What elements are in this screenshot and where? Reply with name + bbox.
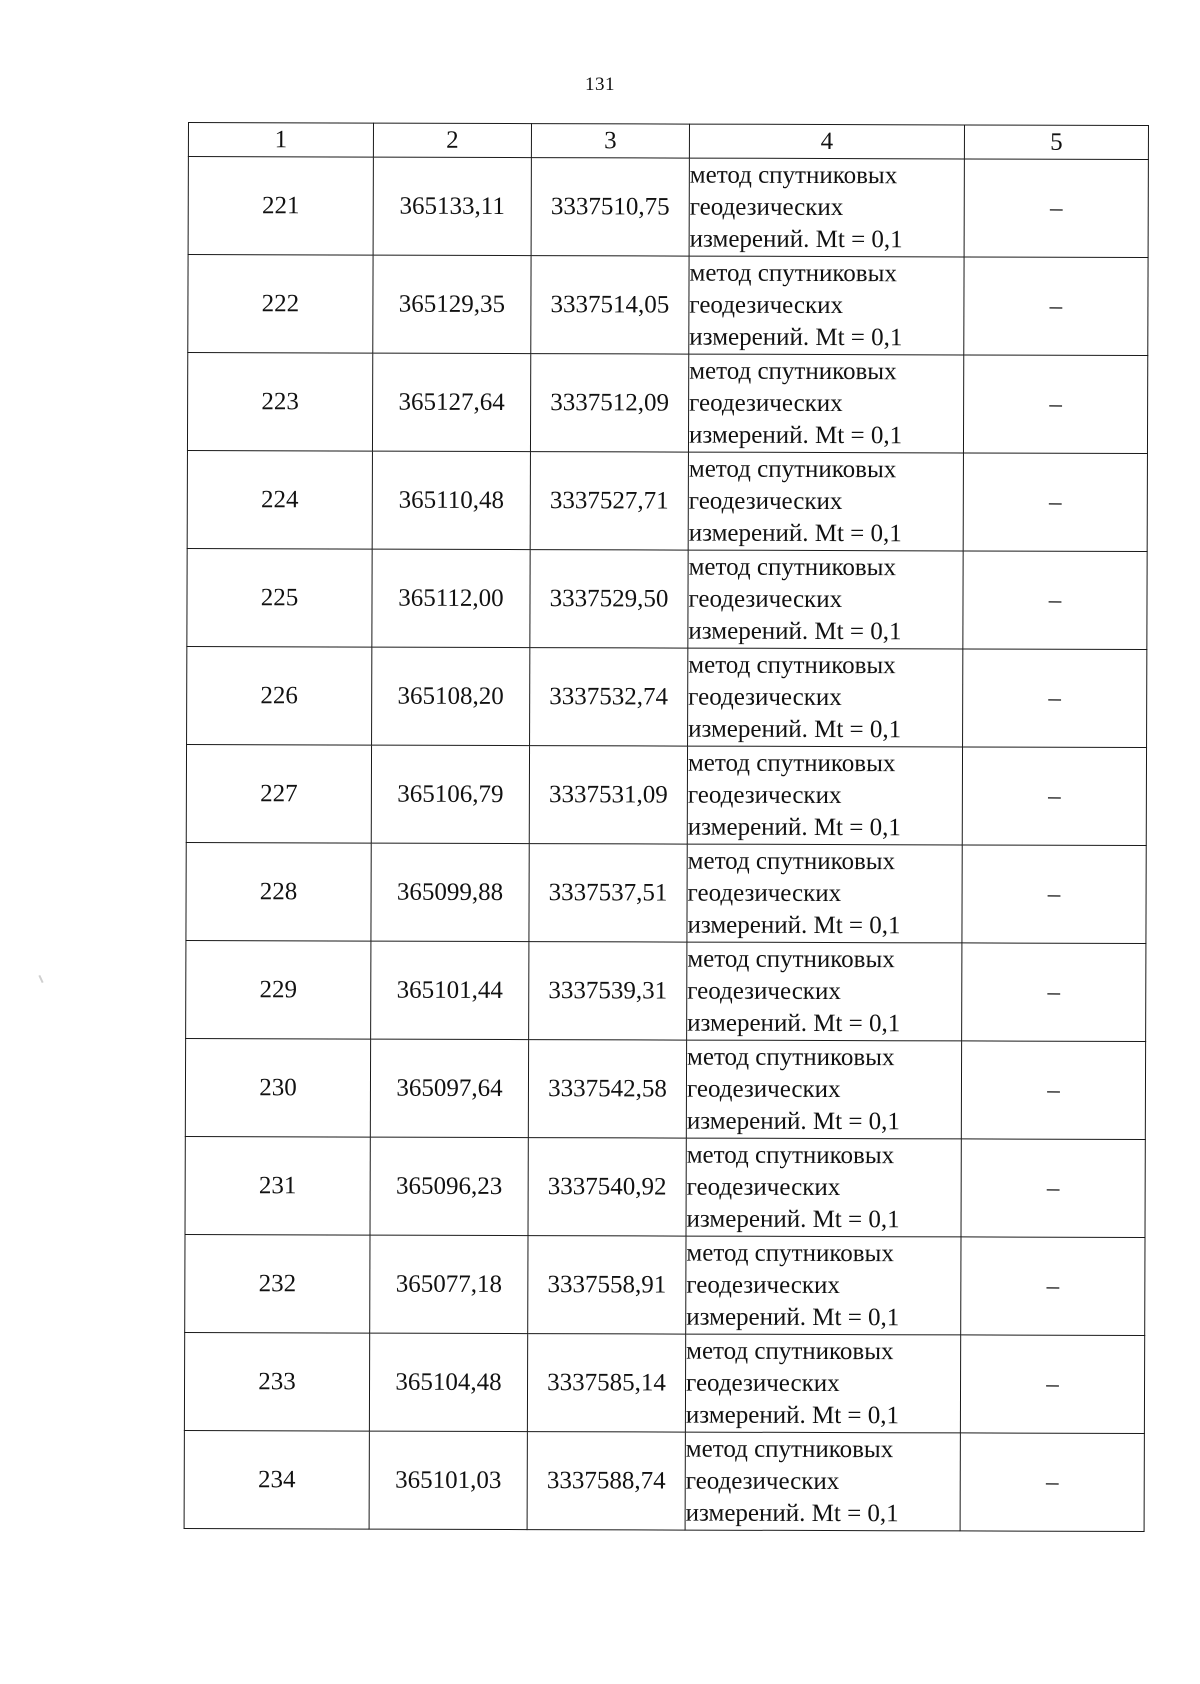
table-row: [187, 353, 1147, 454]
extra-info-cell: –: [961, 1237, 1145, 1336]
table-body: [184, 157, 1148, 1532]
point-number-cell: 223: [187, 353, 372, 452]
coordinate-x-cell: 365097,64: [370, 1039, 528, 1137]
extra-info-cell: –: [962, 943, 1146, 1042]
coordinate-y-cell: 3337514,05: [531, 256, 689, 354]
method-line: измерений. Mt = 0,1: [688, 421, 903, 449]
method-line: измерений. Mt = 0,1: [688, 617, 902, 645]
coordinate-y-cell: 3337529,50: [530, 550, 688, 648]
method-line: измерений. Mt = 0,1: [685, 1499, 899, 1527]
table-row: [186, 842, 1146, 943]
method-line: метод спутниковых: [686, 1239, 894, 1267]
extra-info-cell: –: [962, 747, 1146, 846]
header-col-2: 2: [373, 123, 531, 157]
method-line: метод спутниковых: [686, 1141, 895, 1169]
point-number-cell: 228: [186, 842, 371, 941]
method-line: метод спутниковых: [689, 259, 897, 287]
coordinate-x-cell: 365108,20: [372, 647, 530, 745]
coordinates-table: [184, 122, 1149, 1532]
coordinate-x-cell: 365096,23: [370, 1137, 528, 1235]
table-row: [184, 1332, 1144, 1433]
method-line: геодезических: [685, 1467, 840, 1495]
point-number-cell: 226: [187, 646, 372, 745]
method-cell: [688, 452, 963, 551]
point-number-cell: 232: [185, 1234, 370, 1333]
method-line: геодезических: [688, 487, 843, 515]
method-cell: [686, 1040, 961, 1139]
table-row: [187, 646, 1147, 747]
method-line: измерений. Mt = 0,1: [689, 323, 903, 351]
method-line: измерений. Mt = 0,1: [689, 225, 903, 253]
coordinate-y-cell: 3337527,71: [530, 452, 688, 550]
table-row: [186, 744, 1146, 845]
table-row: [187, 548, 1147, 649]
method-line: измерений. Mt = 0,1: [688, 519, 902, 547]
coordinate-y-cell: 3337542,58: [528, 1040, 686, 1138]
coordinate-x-cell: 365101,03: [369, 1431, 527, 1529]
method-line: измерений. Mt = 0,1: [686, 1107, 900, 1135]
method-line: метод спутниковых: [687, 1043, 895, 1071]
coordinate-y-cell: 3337539,31: [529, 942, 687, 1040]
coordinate-x-cell: 365104,48: [369, 1333, 527, 1431]
method-line: измерений. Mt = 0,1: [688, 715, 902, 743]
table-row: [188, 157, 1148, 258]
method-cell: [687, 942, 962, 1041]
method-line: измерений. Mt = 0,1: [685, 1401, 900, 1429]
coordinate-x-cell: 365077,18: [370, 1235, 528, 1333]
header-col-4: 4: [689, 124, 964, 159]
header-col-5: 5: [964, 125, 1148, 160]
method-cell: [685, 1432, 960, 1531]
method-line: измерений. Mt = 0,1: [686, 1205, 900, 1233]
coordinate-y-cell: 3337585,14: [527, 1334, 685, 1432]
point-number-cell: 222: [188, 255, 373, 354]
point-number-cell: 227: [186, 744, 371, 843]
header-col-1: 1: [188, 123, 373, 158]
extra-info-cell: –: [961, 1041, 1145, 1140]
table-row: [185, 1038, 1145, 1139]
method-line: метод спутниковых: [687, 847, 896, 875]
coordinate-y-cell: 3337558,91: [528, 1236, 686, 1334]
method-line: геодезических: [686, 1075, 841, 1103]
coordinate-y-cell: 3337531,09: [529, 746, 687, 844]
method-line: метод спутниковых: [687, 749, 896, 777]
coordinate-y-cell: 3337512,09: [530, 354, 688, 452]
coordinate-x-cell: 365106,79: [371, 745, 529, 843]
method-line: метод спутниковых: [685, 1435, 894, 1463]
coordinate-x-cell: 365133,11: [373, 157, 531, 255]
extra-info-cell: –: [963, 649, 1147, 748]
method-cell: [687, 746, 962, 845]
method-line: метод спутниковых: [688, 553, 897, 581]
coordinate-x-cell: 365101,44: [371, 941, 529, 1039]
method-cell: [686, 1236, 961, 1335]
coordinate-y-cell: 3337540,92: [528, 1138, 686, 1236]
point-number-cell: 231: [185, 1136, 370, 1235]
method-line: метод спутниковых: [687, 945, 895, 973]
method-line: геодезических: [686, 1271, 840, 1299]
method-line: геодезических: [687, 879, 842, 907]
point-number-cell: 221: [188, 157, 373, 256]
page-number: 131: [585, 74, 615, 95]
method-cell: [689, 256, 964, 355]
method-line: измерений. Mt = 0,1: [686, 1303, 900, 1331]
coordinate-x-cell: 365129,35: [373, 255, 531, 353]
point-number-cell: 233: [184, 1332, 369, 1431]
method-line: метод спутниковых: [688, 455, 897, 483]
method-cell: [685, 1334, 960, 1433]
method-line: геодезических: [689, 193, 844, 221]
method-line: метод спутниковых: [688, 651, 896, 679]
coordinate-x-cell: 365110,48: [372, 451, 530, 549]
coordinate-x-cell: 365112,00: [372, 549, 530, 647]
method-line: геодезических: [685, 1369, 840, 1397]
scan-speck: [38, 975, 43, 983]
extra-info-cell: –: [963, 355, 1147, 454]
method-cell: [688, 648, 963, 747]
method-cell: [688, 550, 963, 649]
point-number-cell: 224: [187, 450, 372, 549]
method-cell: [686, 1138, 961, 1237]
method-line: измерений. Mt = 0,1: [687, 911, 901, 939]
method-line: геодезических: [687, 977, 841, 1005]
extra-info-cell: –: [961, 1139, 1145, 1238]
extra-info-cell: –: [964, 257, 1148, 356]
extra-info-cell: –: [960, 1335, 1144, 1434]
coordinate-x-cell: 365127,64: [372, 353, 530, 451]
point-number-cell: 229: [186, 940, 371, 1039]
coordinates-table-wrapper: [184, 122, 1148, 1532]
table-row: [186, 940, 1146, 1041]
table-row: [185, 1234, 1145, 1335]
point-number-cell: 234: [184, 1430, 369, 1529]
point-number-cell: 225: [187, 548, 372, 647]
method-line: метод спутниковых: [686, 1337, 894, 1365]
table-row: [187, 450, 1147, 551]
point-number-cell: 230: [185, 1038, 370, 1137]
method-line: метод спутниковых: [689, 161, 898, 189]
method-line: геодезических: [686, 1173, 841, 1201]
coordinate-y-cell: 3337532,74: [530, 648, 688, 746]
method-line: измерений. Mt = 0,1: [687, 1009, 901, 1037]
method-cell: [689, 158, 964, 257]
coordinate-y-cell: 3337537,51: [529, 844, 687, 942]
coordinate-x-cell: 365099,88: [371, 843, 529, 941]
extra-info-cell: –: [960, 1433, 1144, 1532]
table-row: [185, 1136, 1145, 1237]
method-line: геодезических: [687, 781, 842, 809]
header-col-3: 3: [531, 124, 689, 158]
coordinate-y-cell: 3337588,74: [527, 1432, 685, 1530]
table-header-row: [188, 123, 1148, 160]
method-line: геодезических: [689, 291, 844, 319]
table-row: [188, 255, 1148, 356]
extra-info-cell: –: [963, 551, 1147, 650]
extra-info-cell: –: [963, 453, 1147, 552]
extra-info-cell: –: [962, 845, 1146, 944]
extra-info-cell: –: [964, 159, 1148, 258]
method-line: геодезических: [688, 683, 842, 711]
method-cell: [688, 354, 963, 453]
method-line: метод спутниковых: [689, 357, 897, 385]
coordinate-y-cell: 3337510,75: [531, 158, 689, 256]
table-row: [184, 1430, 1144, 1531]
method-cell: [687, 844, 962, 943]
method-line: измерений. Mt = 0,1: [687, 813, 901, 841]
method-line: геодезических: [689, 389, 843, 417]
method-line: геодезических: [688, 585, 843, 613]
